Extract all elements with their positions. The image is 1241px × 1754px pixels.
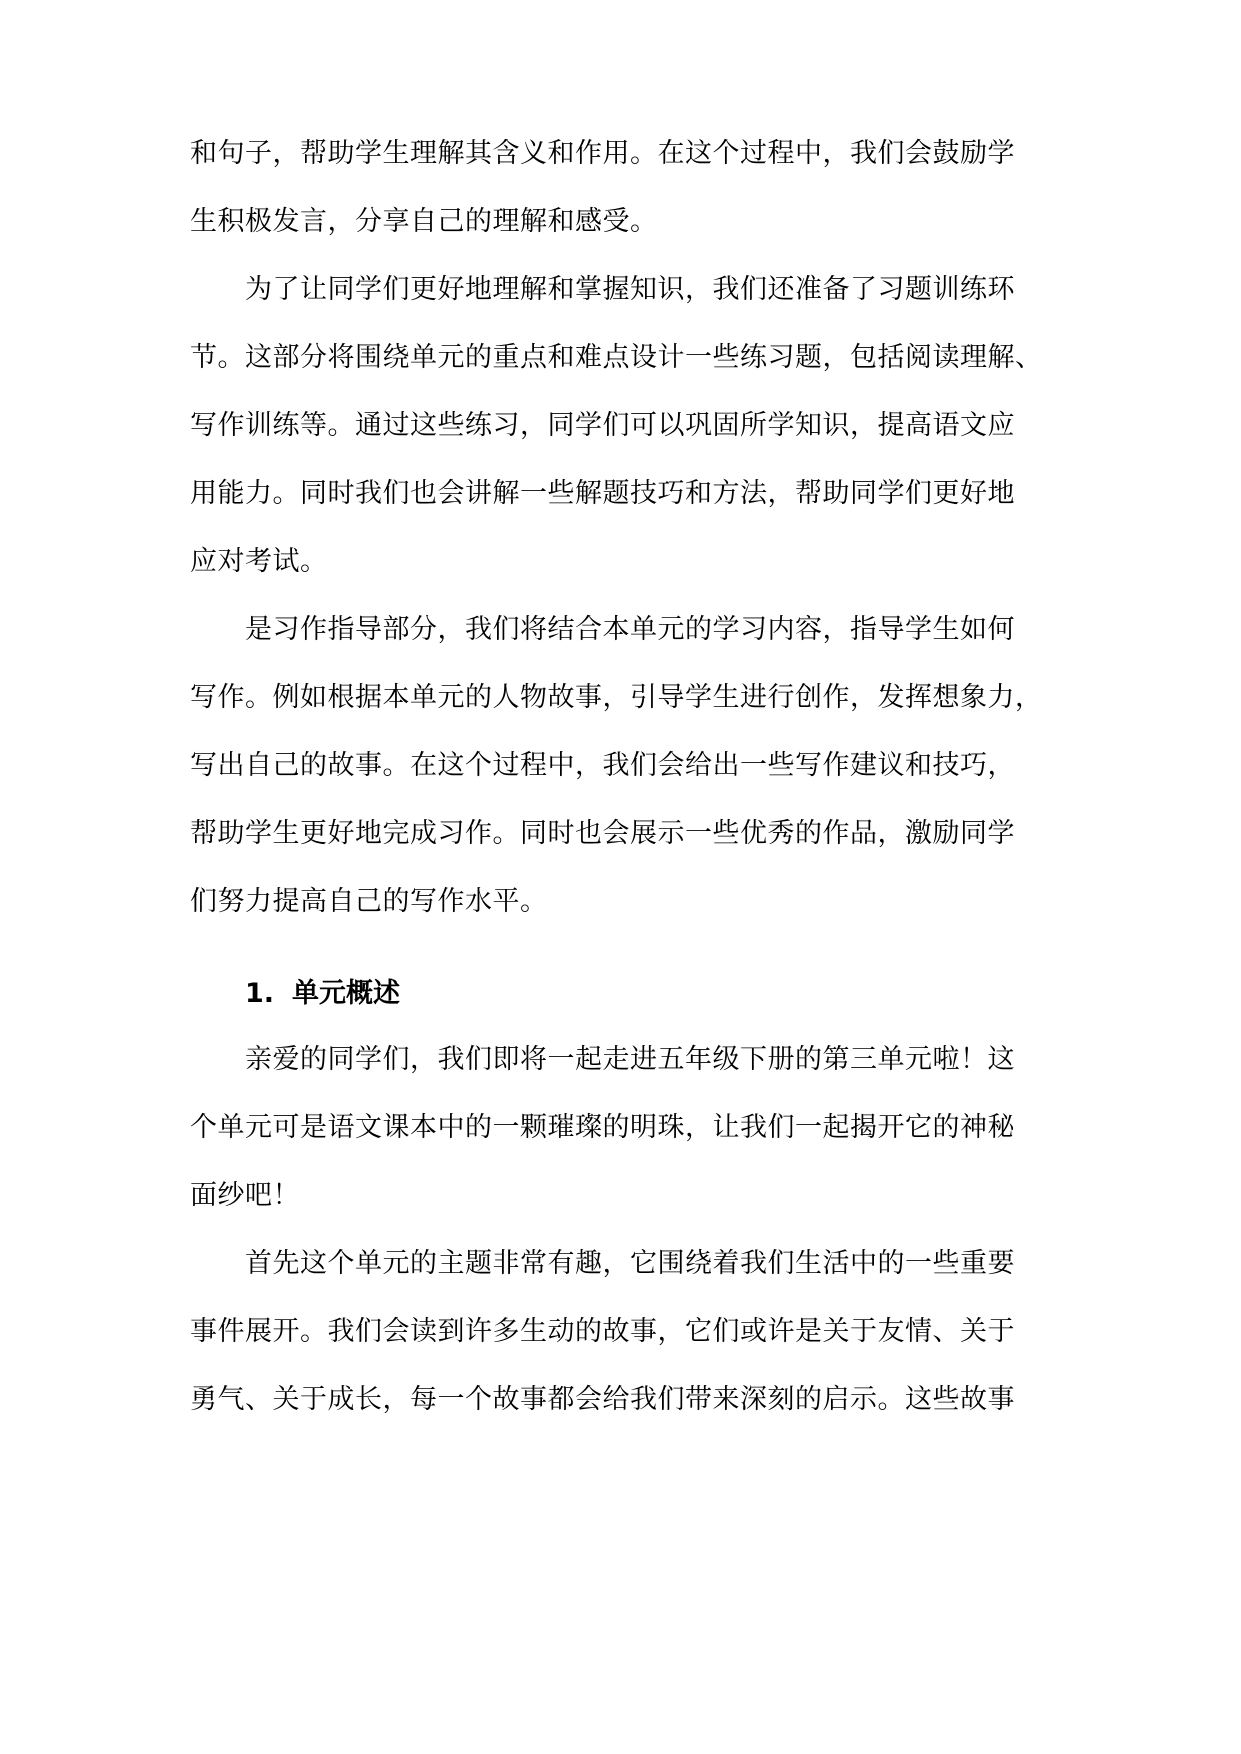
section-paragraph-2-line-1: 首先这个单元的主题非常有趣，它围绕着我们生活中的一些重要 [245, 1248, 1015, 1279]
paragraph-1-line-1: 和句子，帮助学生理解其含义和作用。在这个过程中，我们会鼓励学 [190, 138, 1015, 169]
section-paragraph-1-line-2: 个单元可是语文课本中的一颗璀璨的明珠，让我们一起揭开它的神秘 [190, 1112, 1015, 1143]
paragraph-3-line-5: 们努力提高自己的写作水平。 [190, 886, 548, 917]
paragraph-3-line-3: 写出自己的故事。在这个过程中，我们会给出一些写作建议和技巧， [190, 750, 1015, 781]
paragraph-2-line-2: 节。这部分将围绕单元的重点和难点设计一些练习题，包括阅读理解、 [190, 342, 1043, 373]
section-paragraph-1-line-3: 面纱吧！ [190, 1180, 300, 1211]
paragraph-2-line-5: 应对考试。 [190, 546, 328, 577]
paragraph-2-line-3: 写作训练等。通过这些练习，同学们可以巩固所学知识，提高语文应 [190, 410, 1015, 441]
paragraph-2-line-1: 为了让同学们更好地理解和掌握知识，我们还准备了习题训练环 [245, 274, 1015, 305]
section-heading [245, 974, 400, 1014]
section-paragraph-2-line-3: 勇气、关于成长，每一个故事都会给我们带来深刻的启示。这些故事 [190, 1384, 1015, 1415]
section-title: 单元概述 [292, 978, 401, 1009]
section-paragraph-2-line-2: 事件展开。我们会读到许多生动的故事，它们或许是关于友情、关于 [190, 1316, 1015, 1347]
section-paragraph-1-line-1: 亲爱的同学们，我们即将一起走进五年级下册的第三单元啦！这 [245, 1044, 1015, 1075]
paragraph-1-line-2: 生积极发言，分享自己的理解和感受。 [190, 206, 658, 237]
paragraph-3-line-2: 写作。例如根据本单元的人物故事，引导学生进行创作，发挥想象力， [190, 682, 1043, 713]
paragraph-3-line-1: 是习作指导部分，我们将结合本单元的学习内容，指导学生如何 [245, 614, 1015, 645]
section-number: 1. [245, 978, 275, 1009]
paragraph-2-line-4: 用能力。同时我们也会讲解一些解题技巧和方法，帮助同学们更好地 [190, 478, 1015, 509]
paragraph-3-line-4: 帮助学生更好地完成习作。同时也会展示一些优秀的作品，激励同学 [190, 818, 1015, 849]
